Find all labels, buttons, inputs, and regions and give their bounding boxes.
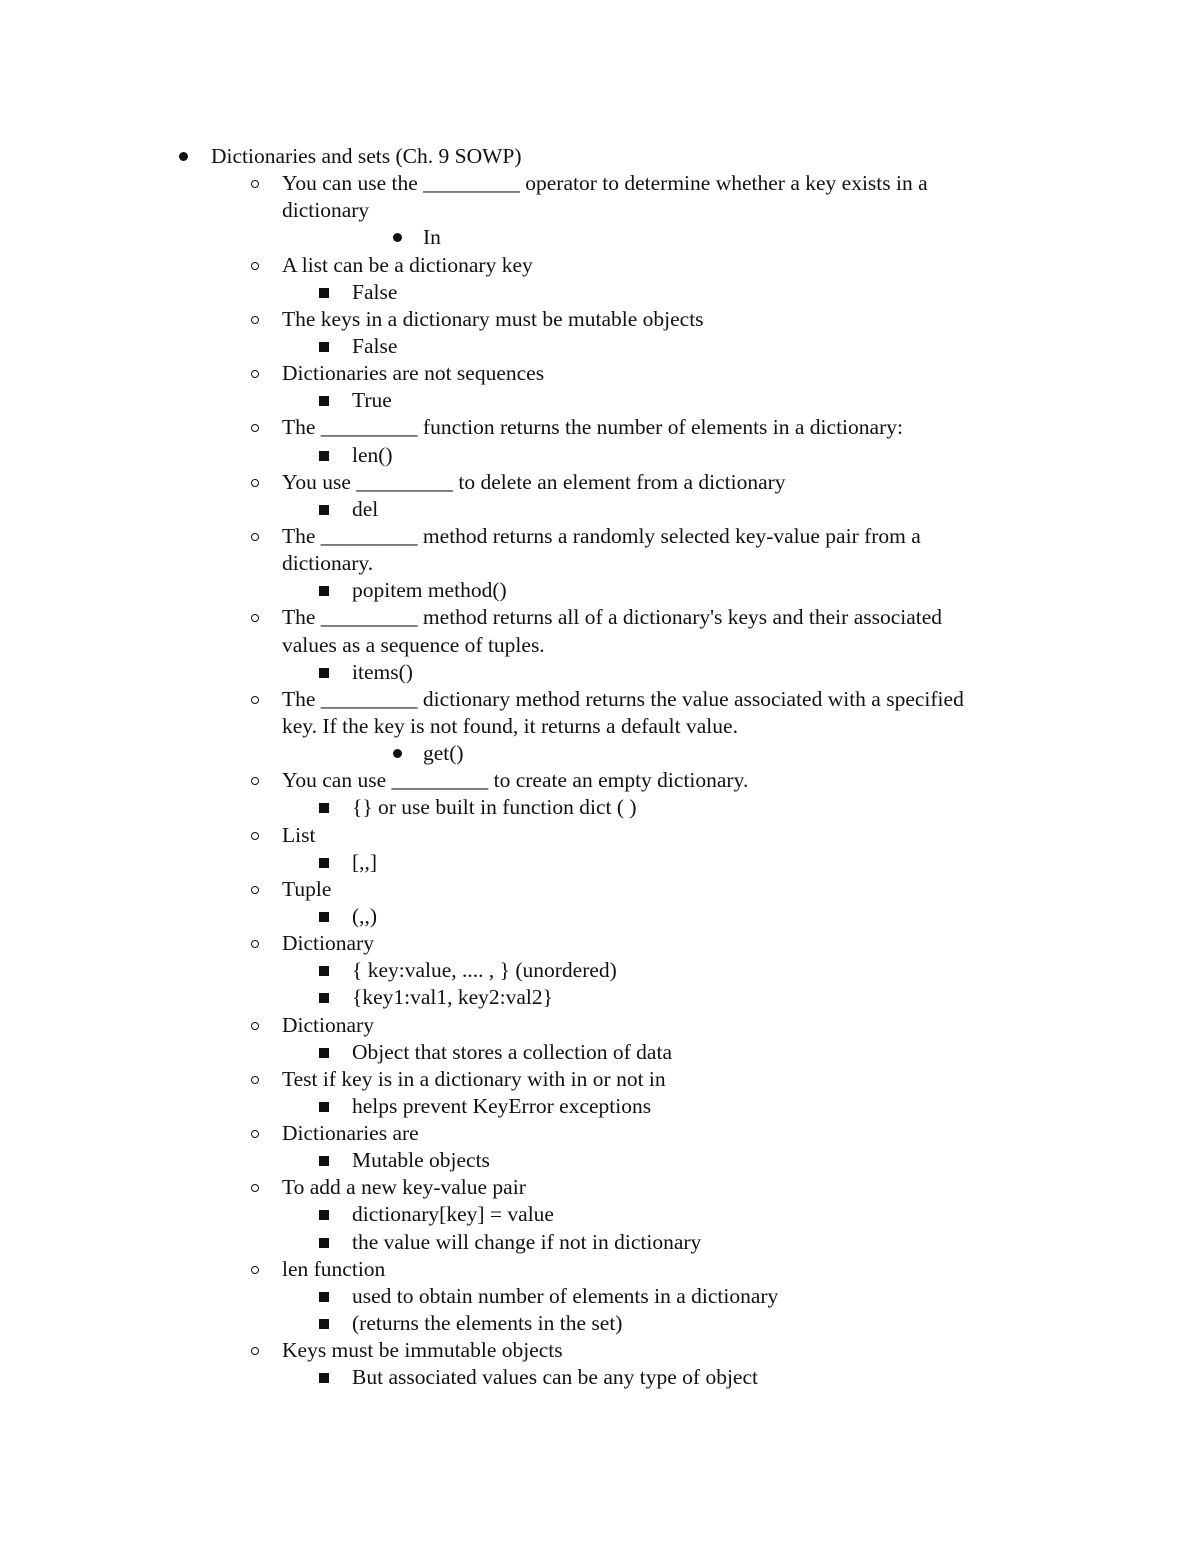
list-item-level2: [0, 876, 1200, 903]
bullet-square-icon: [314, 1093, 334, 1120]
item-text: The _________ method returns all of a dictionary's keys and their associated: [282, 605, 943, 630]
list-item-level3: [0, 659, 1200, 686]
bullet-square-icon: [314, 1310, 334, 1337]
outline-list: [0, 143, 1200, 1391]
list-item-level3: [0, 387, 1200, 414]
outline-title: Dictionaries and sets (Ch. 9 SOWP): [211, 144, 522, 168]
item-text: used to obtain number of elements in a dictionary: [352, 1283, 779, 1308]
item-text: (returns the elements in the set): [352, 1311, 623, 1336]
list-item-level2: [0, 686, 1200, 713]
list-item-level2: [0, 1066, 1200, 1093]
bullet-ring-icon: [245, 1174, 265, 1201]
item-text: { key:value, .... , } (unordered): [352, 958, 617, 983]
bullet-ring-icon: [245, 252, 265, 279]
item-text: List: [282, 822, 316, 847]
item-text: In: [423, 225, 441, 250]
item-text: The _________ method returns a randomly selected key-value pair from a: [282, 523, 921, 548]
bullet-ring-icon: [245, 1066, 265, 1093]
list-item-level2: [0, 306, 1200, 333]
list-item-level2: [0, 469, 1200, 496]
bullet-dot-icon: [387, 224, 407, 251]
bullet-square-icon: [314, 1283, 334, 1310]
list-item-level3: [0, 1364, 1200, 1391]
bullet-square-icon: [314, 387, 334, 414]
list-item-level2: [0, 414, 1200, 441]
bullet-dot-icon: [387, 740, 407, 767]
item-text: [,,]: [352, 849, 378, 874]
item-text: But associated values can be any type of object: [352, 1365, 758, 1390]
list-item-level3: [0, 1229, 1200, 1256]
item-text: len function: [282, 1256, 386, 1281]
list-item-continuation: [0, 713, 1200, 740]
item-text: The keys in a dictionary must be mutable objects: [282, 306, 704, 331]
item-text: values as a sequence of tuples.: [282, 632, 545, 657]
list-item-level3: [0, 1147, 1200, 1174]
bullet-square-icon: [314, 984, 334, 1011]
list-item-level2: [0, 767, 1200, 794]
bullet-ring-icon: [245, 170, 265, 197]
bullet-square-icon: [314, 577, 334, 604]
list-item-level2: [0, 252, 1200, 279]
list-item-level2: [0, 523, 1200, 550]
bullet-square-icon: [314, 1229, 334, 1256]
list-item-level3: [0, 1310, 1200, 1337]
item-text: dictionary: [282, 198, 370, 223]
bullet-dot-icon: [173, 143, 193, 170]
bullet-square-icon: [314, 496, 334, 523]
item-text: del: [352, 496, 379, 521]
item-text: {} or use built in function dict ( ): [352, 795, 637, 820]
bullet-square-icon: [314, 957, 334, 984]
list-item-level3: [0, 1039, 1200, 1066]
list-item-level3: [0, 1283, 1200, 1310]
item-text: dictionary[key] = value: [352, 1202, 554, 1227]
list-item-level3: [0, 740, 1200, 767]
item-text: Keys must be immutable objects: [282, 1338, 563, 1363]
item-text: (,,): [352, 903, 378, 928]
item-text: Object that stores a collection of data: [352, 1039, 672, 1064]
item-text: key. If the key is not found, it returns a default value.: [282, 713, 738, 738]
item-text: len(): [352, 442, 393, 467]
list-item-level3: [0, 849, 1200, 876]
list-item-level3: [0, 577, 1200, 604]
bullet-ring-icon: [245, 1012, 265, 1039]
list-item-level2: [0, 1120, 1200, 1147]
bullet-square-icon: [314, 794, 334, 821]
item-text: dictionary.: [282, 551, 374, 576]
list-item-level3: [0, 794, 1200, 821]
bullet-ring-icon: [245, 469, 265, 496]
list-item-level3: [0, 1093, 1200, 1120]
list-item-level2: [0, 1256, 1200, 1283]
list-item-level2: [0, 1012, 1200, 1039]
item-text: To add a new key-value pair: [282, 1175, 526, 1200]
bullet-ring-icon: [245, 1337, 265, 1364]
list-item-level2: [0, 360, 1200, 387]
item-text: Dictionaries are not sequences: [282, 361, 545, 386]
list-item-level2: [0, 1174, 1200, 1201]
bullet-ring-icon: [245, 876, 265, 903]
bullet-ring-icon: [245, 686, 265, 713]
item-text: Dictionaries are: [282, 1121, 419, 1146]
item-text: Dictionary: [282, 931, 374, 956]
bullet-square-icon: [314, 279, 334, 306]
item-text: get(): [423, 741, 464, 766]
list-item-level3: [0, 333, 1200, 360]
bullet-ring-icon: [245, 604, 265, 631]
item-text: Mutable objects: [352, 1148, 490, 1173]
item-text: the value will change if not in dictionary: [352, 1229, 702, 1254]
bullet-square-icon: [314, 333, 334, 360]
item-text: popitem method(): [352, 578, 507, 603]
item-text: You use _________ to delete an element from a dictionary: [282, 469, 786, 494]
list-item-level1: [0, 143, 1200, 170]
bullet-ring-icon: [245, 767, 265, 794]
bullet-ring-icon: [245, 1256, 265, 1283]
bullet-square-icon: [314, 1039, 334, 1066]
item-text: helps prevent KeyError exceptions: [352, 1093, 652, 1118]
item-text: A list can be a dictionary key: [282, 252, 533, 277]
list-item-level3: [0, 442, 1200, 469]
bullet-square-icon: [314, 849, 334, 876]
item-text: The _________ function returns the number of elements in a dictionary:: [282, 415, 903, 440]
bullet-square-icon: [314, 659, 334, 686]
list-item-continuation: [0, 550, 1200, 577]
item-text: The _________ dictionary method returns the value associated with a specified: [282, 686, 964, 711]
list-item-level3: [0, 496, 1200, 523]
list-item-level3: [0, 903, 1200, 930]
list-item-level2: [0, 604, 1200, 631]
item-text: False: [352, 333, 398, 358]
list-item-level3: [0, 1201, 1200, 1228]
bullet-ring-icon: [245, 930, 265, 957]
bullet-ring-icon: [245, 1120, 265, 1147]
list-item-level2: [0, 1337, 1200, 1364]
item-text: Test if key is in a dictionary with in or not in: [282, 1066, 666, 1091]
bullet-square-icon: [314, 1201, 334, 1228]
list-item-level2: [0, 822, 1200, 849]
bullet-square-icon: [314, 1147, 334, 1174]
list-item-level2: [0, 930, 1200, 957]
bullet-square-icon: [314, 1364, 334, 1391]
bullet-square-icon: [314, 442, 334, 469]
list-item-continuation: [0, 632, 1200, 659]
bullet-ring-icon: [245, 360, 265, 387]
list-item-level3: [0, 224, 1200, 251]
item-text: You can use the _________ operator to determine whether a key exists in a: [282, 171, 928, 196]
item-text: You can use _________ to create an empty dictionary.: [282, 768, 749, 793]
bullet-ring-icon: [245, 414, 265, 441]
bullet-square-icon: [314, 903, 334, 930]
list-item-continuation: [0, 197, 1200, 224]
item-text: {key1:val1, key2:val2}: [352, 985, 553, 1010]
bullet-ring-icon: [245, 523, 265, 550]
item-text: Tuple: [282, 876, 332, 901]
item-text: Dictionary: [282, 1012, 374, 1037]
bullet-ring-icon: [245, 822, 265, 849]
list-item-level3: [0, 984, 1200, 1011]
list-item-level3: [0, 279, 1200, 306]
bullet-ring-icon: [245, 306, 265, 333]
item-text: True: [352, 388, 392, 413]
item-text: False: [352, 279, 398, 304]
list-item-level3: [0, 957, 1200, 984]
list-item-level2: [0, 170, 1200, 197]
item-text: items(): [352, 659, 413, 684]
